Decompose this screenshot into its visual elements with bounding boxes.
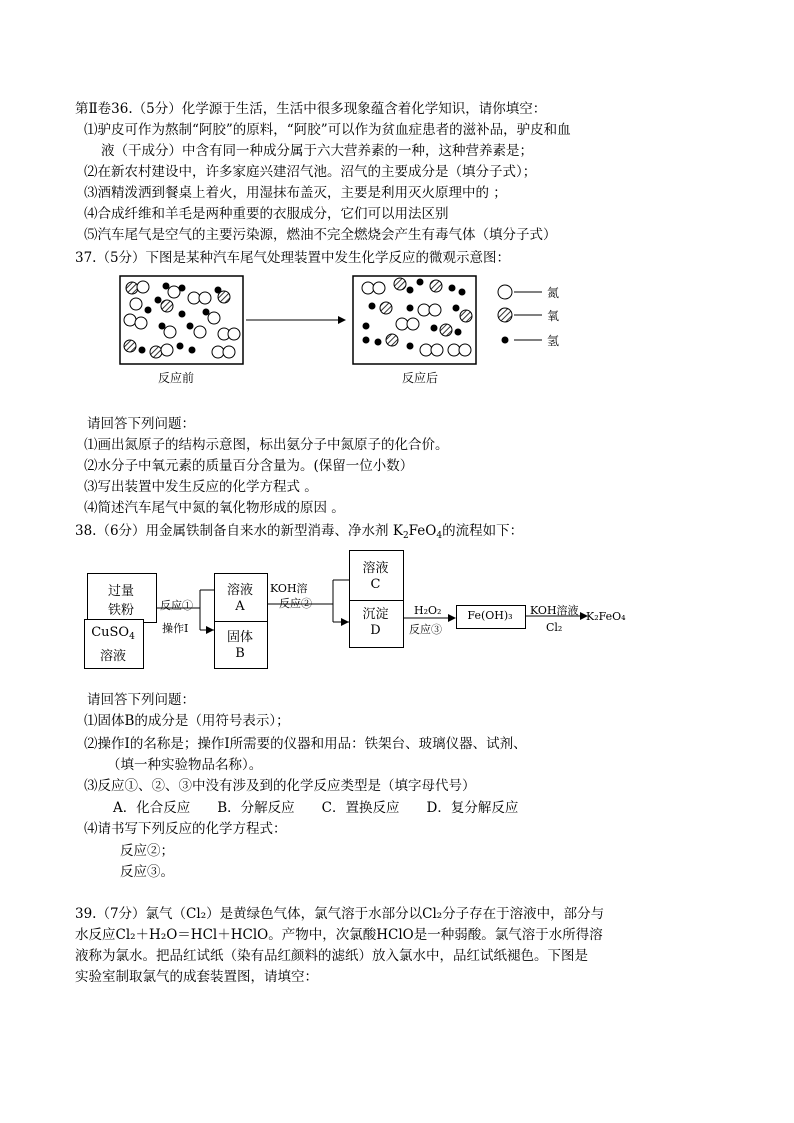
legend-oxygen-label: 氧	[547, 309, 560, 323]
q38-item-4-reaction2: 反应②；	[120, 843, 174, 859]
q38-intro-b: FeO	[408, 523, 437, 539]
q37-item-4: ⑷简述汽车尾气中氮的氧化物形成的原因 。	[84, 500, 345, 516]
q38-item-3-options: A．化合反应 B．分解反应 C．置换反应 D．复分解反应	[113, 800, 519, 816]
q37-item-3: ⑶写出装置中发生反应的化学方程式 。	[84, 479, 318, 495]
q38-intro-sub2: 4	[436, 531, 443, 541]
legend-nitrogen-label: 氮	[547, 286, 560, 300]
precipitate-d-label-1: 沉淀	[362, 607, 389, 622]
q38-item-2b: （填一种实验物品名称）。	[107, 757, 263, 773]
operation-1-label: 操作Ⅰ	[162, 622, 189, 635]
q38-intro-sub1: 2	[402, 531, 409, 541]
legend-oxygen-mark	[498, 308, 512, 322]
q39-line-2: 水反应Cl₂＋H₂O＝HCl＋HClO。产物中，次氯酸HClO是一种弱酸。氯气溶于水所得溶	[75, 927, 603, 943]
cuso4-label-2: 溶液	[99, 649, 126, 664]
q36-intro: 第Ⅱ卷36.（5分）化学源于生活，生活中很多现象蕴含着化学知识，请你填空：	[75, 101, 547, 117]
q37-intro: 37.（5分）下图是某种汽车尾气处理装置中发生化学反应的微观示意图：	[75, 250, 511, 266]
q36-item-4: ⑷合成纤维和羊毛是两种重要的衣服成分，它们可以用法区别	[84, 206, 449, 222]
legend-hydrogen-mark	[502, 337, 509, 344]
legend	[498, 285, 542, 344]
k2feo4-label: K₂FeO₄	[586, 610, 626, 623]
reaction-2-label: 反应②	[279, 597, 312, 610]
q37-prompt: 请回答下列问题：	[87, 416, 195, 432]
q38-item-4: ⑷请书写下列反应的化学方程式：	[84, 821, 287, 837]
q36-item-3: ⑶酒精泼洒到餐桌上着火，用湿抹布盖灭，主要是利用灭火原理中的 ；	[84, 185, 507, 201]
q37-item-1: ⑴画出氮原子的结构示意图，标出氨分子中氮原子的化合价。	[84, 437, 449, 453]
solid-b-label-1: 固体	[226, 630, 253, 645]
q38-prompt: 请回答下列问题：	[87, 692, 195, 708]
solution-a-label-2: A	[235, 599, 245, 614]
reaction-1-label: 反应①	[160, 599, 193, 612]
cuso4-sub: 4	[129, 632, 135, 642]
q38-intro-c: 的流程如下：	[442, 523, 524, 539]
q37-item-2: ⑵水分子中氧元素的质量百分含量为。(保留一位小数）	[84, 458, 414, 474]
solution-a-label-1: 溶液	[226, 583, 253, 598]
h2o2-label: H₂O₂	[414, 604, 442, 617]
cl2-label: Cl₂	[546, 621, 563, 634]
q38-item-4-reaction3: 反应③。	[120, 864, 174, 880]
solution-c-label-1: 溶液	[362, 561, 389, 576]
q36-item-1b: 液（干成分）中含有同一种成分属于六大营养素的一种，这种营养素是；	[101, 143, 533, 159]
koh-solution-label-1: KOH溶	[270, 582, 308, 595]
feoh3-label: Fe(OH)₃	[467, 609, 513, 622]
q38-item-2: ⑵操作Ⅰ的名称是；操作Ⅰ所需要的仪器和用品：铁架台、玻璃仪器、试剂、	[84, 736, 527, 752]
cuso4-label-1	[84, 625, 142, 642]
q39-line-1: 39.（7分）氯气（Cl₂）是黄绿色气体，氯气溶于水部分以Cl₂分子存在于溶液中，部分与	[75, 906, 605, 922]
solution-c-label-2: C	[370, 577, 381, 592]
q36-item-5: ⑸汽车尾气是空气的主要污染源，燃油不完全燃烧会产生有毒气体（填分子式）	[84, 227, 557, 243]
precipitate-d-label-2: D	[370, 623, 381, 638]
q38-intro-a: 38.（6分）用金属铁制备自来水的新型消毒、净水剂 K	[75, 523, 403, 539]
q36-item-2: ⑵在新农村建设中，许多家庭兴建沼气池。沼气的主要成分是（填分子式）；	[84, 164, 537, 180]
reaction-3-label: 反应③	[409, 623, 442, 636]
iron-label-2: 铁粉	[107, 603, 134, 618]
q39-line-3: 液称为氯水。把品红试纸（染有品红颜料的滤纸）放入氯水中，品红试纸褪色。下图是	[75, 948, 588, 964]
before-reaction-caption: 反应前	[158, 371, 195, 385]
koh-solution-label-2: KOH溶液	[530, 604, 579, 617]
q38-item-1: ⑴固体B的成分是（用符号表示）；	[84, 713, 290, 729]
q39-line-4: 实验室制取氯气的成套装置图，请填空：	[75, 969, 318, 985]
iron-label-1: 过量	[107, 584, 134, 599]
q38-item-3: ⑶反应①、②、③中没有涉及到的化学反应类型是（填字母代号）	[84, 778, 476, 794]
solid-b-label-2: B	[235, 646, 245, 661]
legend-nitrogen-mark	[498, 285, 512, 299]
legend-hydrogen-label: 氢	[547, 334, 560, 348]
q36-item-1a: ⑴驴皮可作为熬制“阿胶”的原料，“阿胶”可以作为贫血症患者的滋补品，驴皮和血	[84, 122, 571, 138]
cuso4-formula: CuSO	[91, 625, 130, 640]
after-reaction-caption: 反应后	[402, 371, 439, 385]
